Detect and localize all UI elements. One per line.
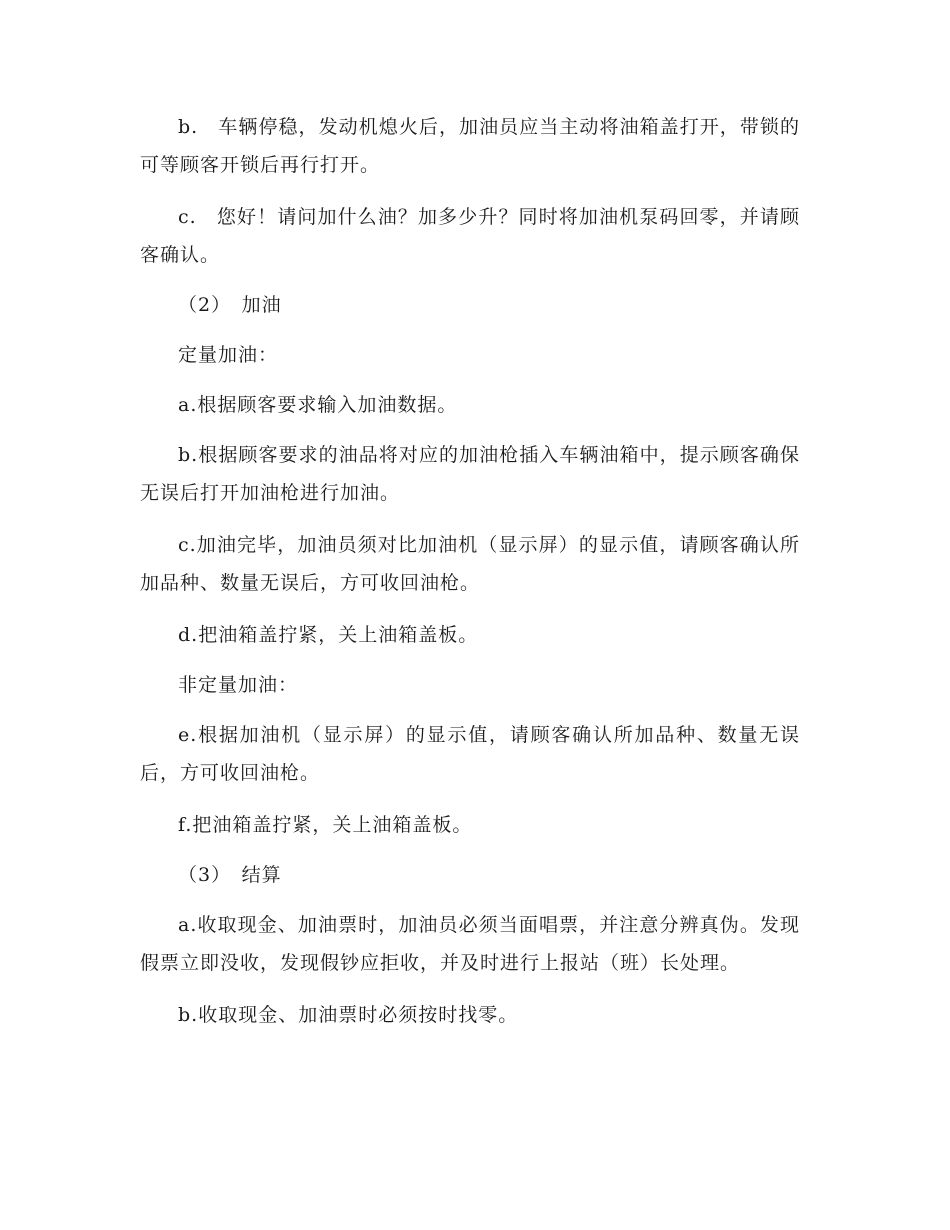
document-body	[140, 108, 800, 1034]
section-heading-refuel: （2） 加油	[178, 294, 282, 316]
paragraph-e-confirm-display: e.根据加油机（显示屏）的显示值，请顾客确认所加品种、数量无误后，方可收回油枪。	[140, 724, 800, 784]
paragraph-f-close-cap: f.把油箱盖拧紧，关上油箱盖板。	[178, 814, 473, 836]
paragraph-a-collect-cash: a.收取现金、加油票时，加油员必须当面唱票，并注意分辨真伪。发现假票立即没收，发现假钞应拒收，并及时进行上报站（班）长处理。	[140, 914, 800, 974]
subheading-non-fixed-amount: 非定量加油：	[178, 674, 299, 696]
paragraph-a-input-data: a.根据顾客要求输入加油数据。	[178, 394, 458, 416]
section-heading-settlement: （3） 结算	[178, 864, 282, 886]
paragraph-b-vehicle-stop: b. 车辆停稳，发动机熄火后，加油员应当主动将油箱盖打开，带锁的可等顾客开锁后再行打开。	[140, 116, 800, 176]
paragraph-c-refuel-done: c.加油完毕，加油员须对比加油机（显示屏）的显示值，请顾客确认所加品种、数量无误后，方可收回油枪。	[140, 534, 800, 594]
subheading-fixed-amount: 定量加油：	[178, 344, 279, 366]
paragraph-c-greeting: c. 您好！请问加什么油？加多少升？同时将加油机泵码回零，并请顾客确认。	[140, 206, 800, 266]
paragraph-b-insert-nozzle: b.根据顾客要求的油品将对应的加油枪插入车辆油箱中，提示顾客确保无误后打开加油枪进行加油。	[140, 444, 800, 504]
paragraph-b-give-change: b.收取现金、加油票时必须按时找零。	[178, 1004, 519, 1026]
paragraph-d-close-cap: d.把油箱盖拧紧，关上油箱盖板。	[178, 624, 479, 646]
